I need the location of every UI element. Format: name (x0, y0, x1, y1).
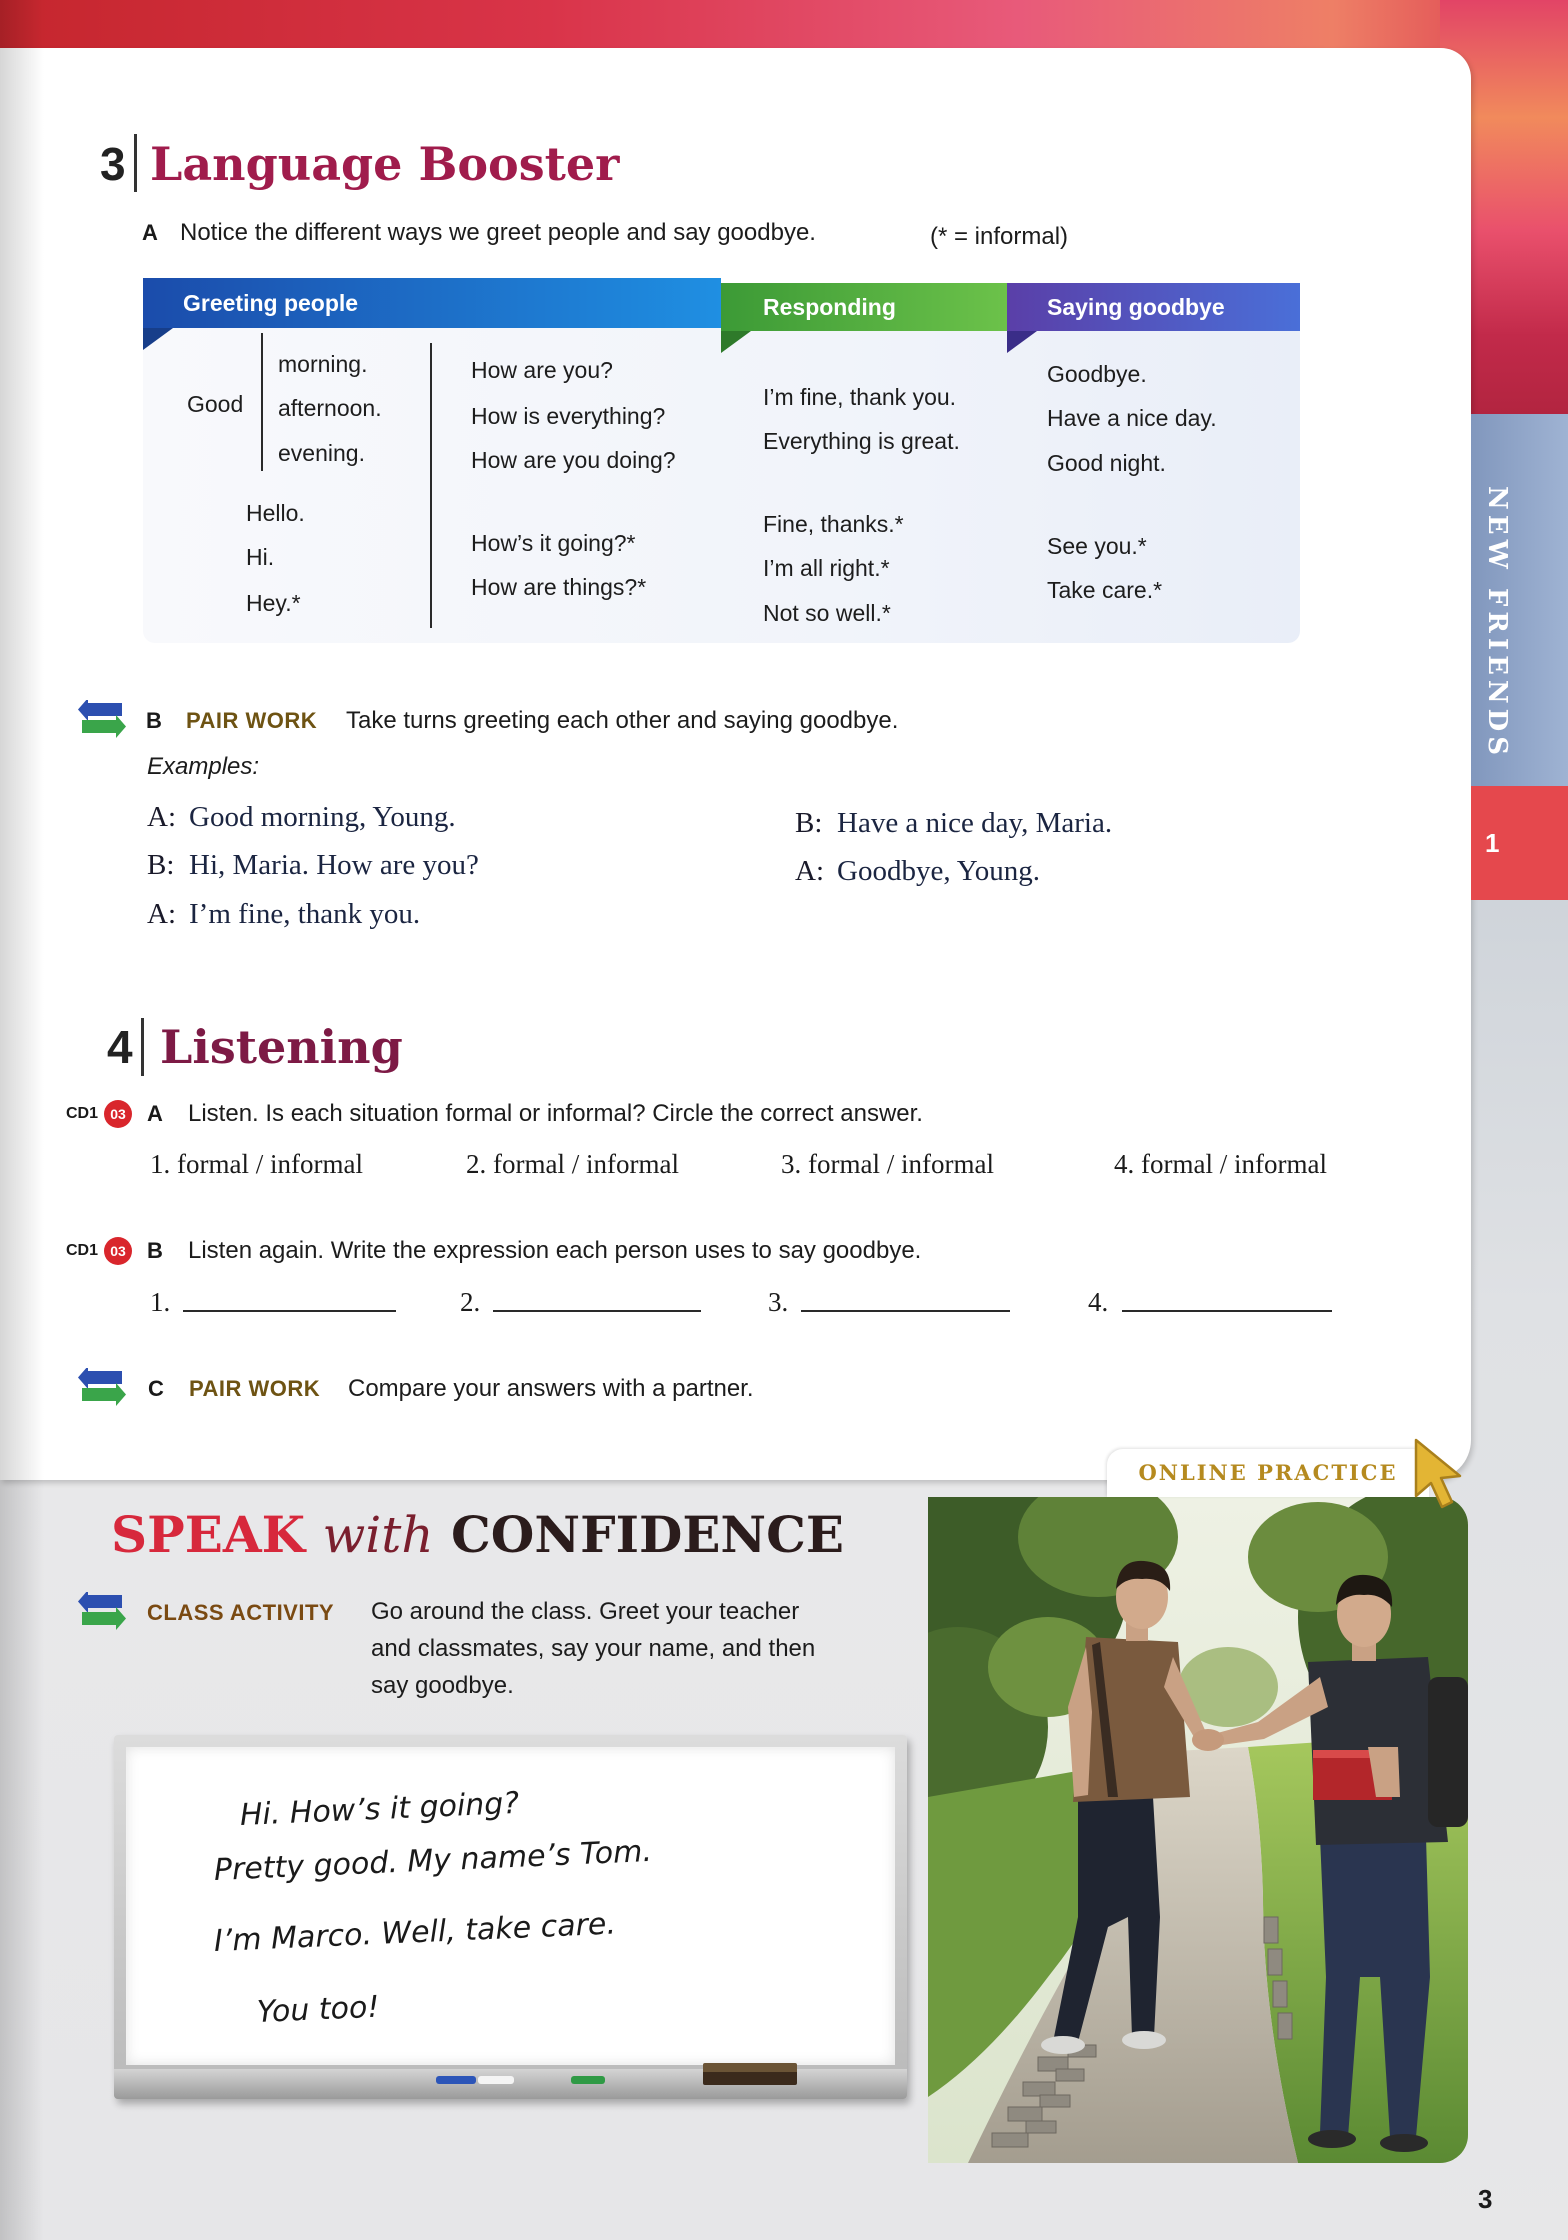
online-practice-tab (1107, 1449, 1429, 1497)
blue-marker (436, 2076, 476, 2084)
greetings-table (143, 278, 1300, 643)
goodbye: Good night. (1047, 450, 1166, 476)
pair-work-icon (76, 700, 128, 738)
option-text: formal / informal (177, 1149, 363, 1179)
blank-number: 3. (768, 1287, 789, 1317)
blank-number: 4. (1088, 1287, 1109, 1317)
column-divider (430, 343, 432, 628)
greeting-question: How are you? (471, 357, 613, 383)
answer-blank (1122, 1310, 1332, 1312)
greeting-question: How is everything? (471, 403, 666, 429)
bracket-line (261, 333, 263, 471)
header-saying-goodbye (1007, 283, 1300, 331)
greeting-question-informal: How are things?* (471, 574, 647, 600)
goodbye-informal: See you.* (1047, 533, 1147, 559)
example-speaker: A: (795, 855, 824, 887)
answer-blank (493, 1310, 701, 1312)
goodbye-informal: Take care.* (1047, 577, 1163, 603)
greeting-question: How are you doing? (471, 447, 676, 473)
whiteboard-line: I’m Marco. Well, take care. (213, 1906, 617, 1959)
example-line: Good morning, Young. (189, 801, 456, 833)
part-b-letter: B (146, 708, 162, 733)
example-line: Hi, Maria. How are you? (189, 849, 479, 881)
informal-note: (* = informal) (930, 223, 1069, 250)
pair-work-label: PAIR WORK (189, 1376, 321, 1401)
section-4-number: 4 (107, 1021, 133, 1073)
part-b-instruction: Listen again. Write the expression each person uses to say goodbye. (188, 1237, 922, 1264)
cd-label: CD1 (66, 1105, 99, 1122)
board-eraser (703, 2063, 797, 2085)
cursor-arrow-icon (1410, 1436, 1466, 1512)
whiteboard (114, 1735, 907, 2099)
header-label: Responding (763, 294, 896, 320)
greeting-hello: Hello. (246, 500, 305, 526)
part-a-letter: A (142, 220, 158, 245)
greeting-hello: Hey.* (246, 590, 301, 616)
option-number: 2. (466, 1149, 487, 1179)
example-speaker: A: (147, 898, 176, 930)
answer-option (150, 1146, 363, 1182)
example-speaker: B: (795, 807, 823, 839)
greeting-time: morning. (278, 351, 368, 377)
cd-label: CD1 (66, 1242, 99, 1259)
greeting-time: evening. (278, 440, 365, 466)
example-line: Have a nice day, Maria. (837, 807, 1113, 839)
response-informal: Not so well.* (763, 600, 891, 626)
part-a-letter: A (147, 1101, 163, 1126)
title-word-confidence: CONFIDENCE (451, 1505, 845, 1564)
unit-number-tab (1471, 786, 1568, 900)
example-line: Goodbye, Young. (837, 855, 1041, 887)
goodbye: Have a nice day. (1047, 405, 1217, 431)
class-activity-label: CLASS ACTIVITY (147, 1600, 335, 1625)
page-number: 3 (1478, 2184, 1493, 2214)
example-speaker: B: (147, 849, 175, 881)
greeting-time: afternoon. (278, 395, 382, 421)
option-text: formal / informal (808, 1149, 994, 1179)
response-informal: I’m all right.* (763, 555, 890, 581)
part-b-instruction: Take turns greeting each other and saying goodbye. (346, 707, 899, 734)
header-responding (721, 283, 1007, 331)
response-informal: Fine, thanks.* (763, 511, 904, 537)
greeting-good: Good (187, 391, 244, 417)
section-3-title: Language Booster (150, 137, 620, 191)
blank-number: 1. (150, 1287, 171, 1317)
photo-students-handshake (928, 1497, 1468, 2163)
header-label: Saying goodbye (1047, 294, 1225, 320)
pair-work-icon (76, 1368, 128, 1406)
pair-work-icon (76, 1592, 128, 1630)
option-number: 3. (781, 1149, 802, 1179)
part-a-instruction: Listen. Is each situation formal or informal? Circle the correct answer. (188, 1100, 923, 1127)
part-c-instruction: Compare your answers with a partner. (348, 1375, 754, 1402)
answer-blank (801, 1310, 1010, 1312)
option-text: formal / informal (493, 1149, 679, 1179)
response: Everything is great. (763, 428, 960, 454)
section-4-title: Listening (160, 1020, 403, 1074)
part-b-letter: B (147, 1238, 163, 1263)
unit-number: 1 (1485, 828, 1500, 858)
green-marker (571, 2076, 605, 2084)
answer-option (466, 1146, 679, 1182)
title-word-speak: SPEAK (111, 1505, 306, 1564)
goodbye: Goodbye. (1047, 361, 1147, 387)
option-number: 4. (1114, 1149, 1135, 1179)
header-greeting-people (143, 278, 721, 328)
examples-label: Examples: (147, 753, 260, 780)
pair-work-label: PAIR WORK (186, 708, 318, 733)
whiteboard-line: You too! (256, 1989, 381, 2030)
answer-option (1114, 1146, 1327, 1182)
blank-number: 2. (460, 1287, 481, 1317)
option-text: formal / informal (1141, 1149, 1327, 1179)
photo-illustration (928, 1497, 1468, 2163)
example-line: I’m fine, thank you. (189, 898, 421, 930)
whiteboard-line: Pretty good. My name’s Tom. (213, 1833, 653, 1888)
speak-with-confidence-title (111, 1505, 844, 1565)
answer-option (781, 1146, 994, 1182)
section-3-number: 3 (100, 138, 126, 190)
part-a-instruction: Notice the different ways we greet people and say goodbye. (180, 219, 816, 246)
online-practice-label: ONLINE PRACTICE (1138, 1460, 1398, 1485)
greeting-hello: Hi. (246, 544, 275, 570)
greeting-question-informal: How’s it going?* (471, 530, 636, 556)
cd-audio-icon: 03 (104, 1100, 132, 1128)
part-c-letter: C (148, 1376, 164, 1401)
section-divider-bar (141, 1018, 144, 1076)
cd-audio-icon: 03 (104, 1237, 132, 1265)
option-number: 1. (150, 1149, 171, 1179)
whiteboard-line: Hi. How’s it going? (239, 1785, 520, 1833)
class-activity-instruction: Go around the class. Greet your teacher and classmates, say your name, and then say goodbye. (371, 1598, 816, 1699)
title-word-with: with (322, 1506, 434, 1564)
example-speaker: A: (147, 801, 176, 833)
section-divider-bar (134, 134, 137, 192)
answer-blank (183, 1310, 396, 1312)
unit-title: NEW FRIENDS (1482, 486, 1512, 760)
unit-side-tab (1471, 414, 1568, 786)
response: I’m fine, thank you. (763, 384, 957, 410)
white-marker (478, 2076, 514, 2084)
header-label: Greeting people (183, 290, 359, 316)
